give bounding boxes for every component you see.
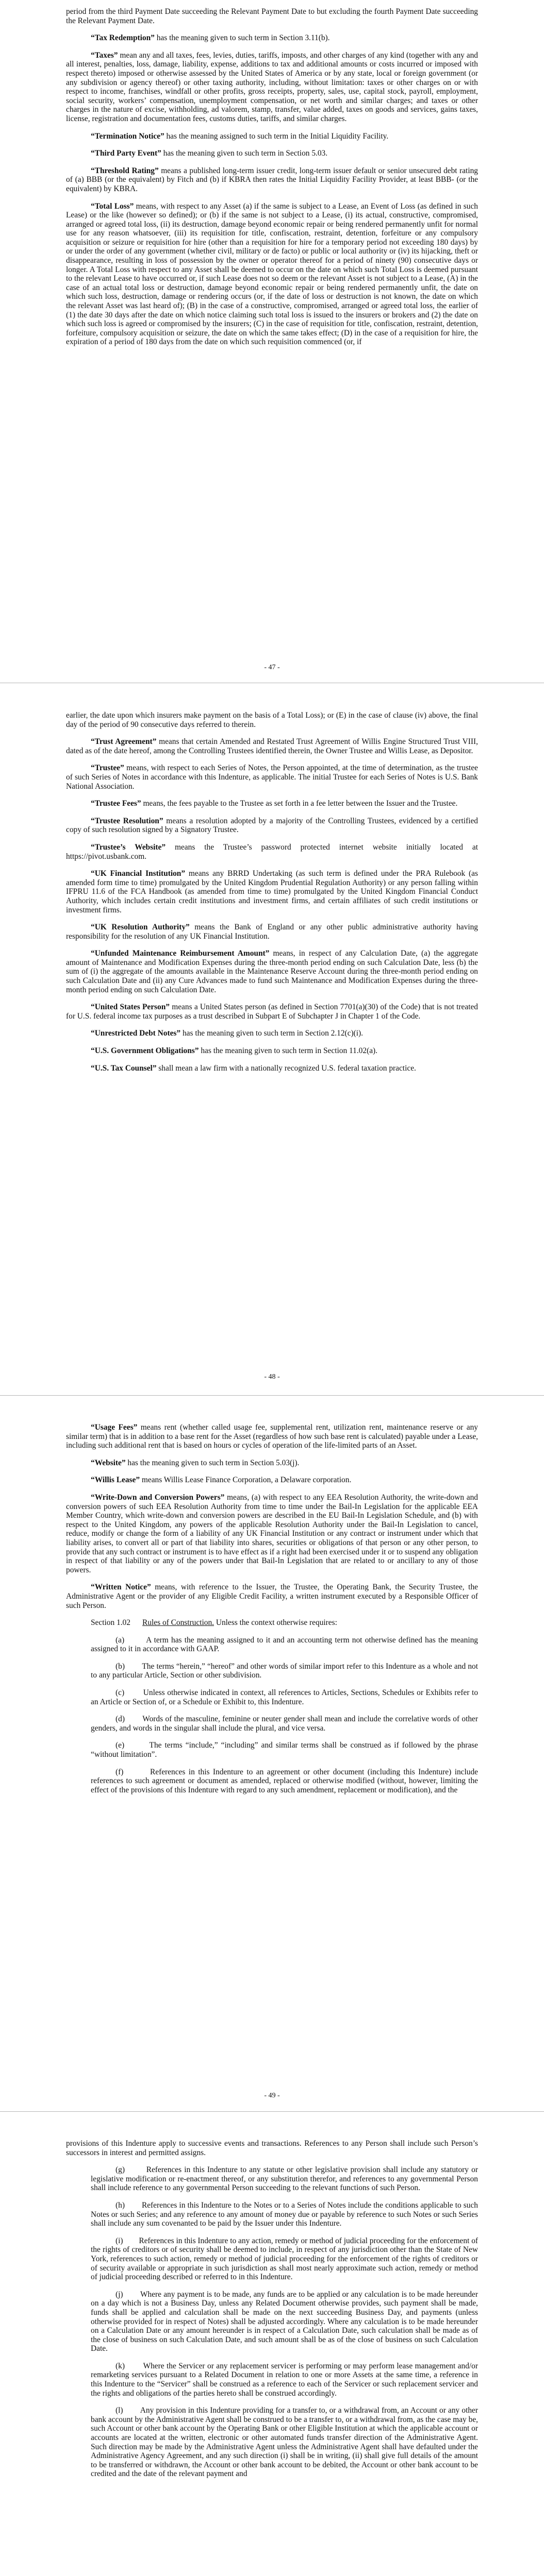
definition-unfunded-maintenance: “Unfunded Maintenance Reimbursement Amount” means, in respect of any Calculation Date, (a) the aggregate amount of Maintenance and Modification Expenses during the three-month period ending on such Calculation Date, less (b) the sum of (i) the aggregate of the amounts available in the Maintenance Reserve Account during the three-month period ending on such Calculation Date and (ii) any Cure Advances made to fund such Maintenance and Modification Expenses during the three-month period ending on such Calculation Date. [66, 949, 479, 994]
term: “UK Resolution Authority” [91, 923, 190, 932]
page-49 [0, 1402, 544, 2108]
definition-uk-financial-institution: “UK Financial Institution” means any BRRD Undertaking (as such term is defined under the PRA Rulebook (as amended form time to time) promulgated by the United Kingdom Prudential Regulation Authority) or any person falling within IFPRU 11.6 of the FCA Handbook (as amended from time to time) promulgated by the United Kingdom Financial Conduct Authority, which includes certain credit institutions and investment firms, and certain affiliates of such credit institutions or investment firms. [66, 869, 478, 914]
term: “Website” [91, 1458, 126, 1467]
rule-k: (k) Where the Servicer or any replacement servicer is performing or may perform lease management and/or remarketing services pursuant to a Related Document in relation to one or more Assets at the same time, a reference in this Indenture to the “Servicer” shall be construed as a reference to each of the Servicer or such replacement servicer and the rights and obligations of the parties hereto shall be construed accordingly. [91, 2361, 478, 2398]
page-50 [0, 2119, 544, 2576]
definition-willis-lease: “Willis Lease” means Willis Lease Finance Corporation, a Delaware corporation. [91, 1476, 352, 1485]
definition-usage-fees: “Usage Fees” means rent (whether called usage fee, supplemental rent, utilization rent, maintenance reserve or any similar term) that is in addition to a base rent for the Asset (regardless of how such base rent is calculated) payable under a Lease, including such additional rent that is based on hours or cycles of operation of the life-limited parts of an Asset. [66, 1423, 478, 1450]
rule-l: (l) Any provision in this Indenture providing for a transfer to, or a withdrawal from, an Account or any other bank account by the Administrative Agent shall be construed to be a transfer to, or a withdrawal from, as the case may be, such Account or other bank account by the Operating Bank or other Eligible Institution at which the applicable account or accounts are located at the written, electronic or other automated funds transfer direction of the Administrative Agent. Such direction may be made by the Administrative Agent unless the Administrative Agent shall have defaulted under the Administrative Agency Agreement, and any such direction (i) shall be in writing, (ii) shall give full details of the amount to be transferred or withdrawn, the Account or other bank account to be debited, the Account or other bank account to be credited and the date of the relevant payment and [91, 2406, 478, 2479]
definition-trustee: “Trustee” means, with respect to each Series of Notes, the Person appointed, at the time of determination, as the trustee of such Series of Notes in accordance with this Indenture, as applicable. The initial Trustee for each Series of Notes is U.S. Bank National Association. [66, 764, 478, 791]
term: “Total Loss” [91, 201, 134, 211]
definition-tax-redemption: “Tax Redemption” has the meaning given to such term in Section 3.11(b). [91, 33, 330, 43]
page-47-paragraph-1: period from the third Payment Date succeeding the Relevant Payment Date to but excluding the fourth Payment Date succeeding the Relevant Payment Date. [66, 7, 478, 25]
term: “Unfunded Maintenance Reimbursement Amount” [91, 949, 270, 958]
definition-website: “Website” has the meaning given to such term in Section 5.03(j). [91, 1458, 300, 1467]
term: “U.S. Government Obligations” [91, 1046, 199, 1056]
definition-written-notice: “Written Notice” means, with reference to the Issuer, the Trustee, the Operating Bank, the Security Trustee, the Administrative Agent or the provider of any Eligible Credit Facility, a written instrument executed by a Responsible Officer of such Person. [66, 1583, 478, 1610]
term: “Threshold Rating” [91, 166, 159, 175]
term: “Willis Lease” [91, 1476, 140, 1485]
term: “Third Party Event” [91, 149, 161, 158]
term: “Tax Redemption” [91, 33, 155, 43]
rule-b: (b) The terms “herein,” “hereof” and other words of similar import refer to this Indenture as a whole and not to any particular Article, Section or other subdivision. [91, 1662, 479, 1680]
definition-threshold-rating: “Threshold Rating” means a published long-term issuer credit, long-term issuer default or senior unsecured debt rating of (a) BBB (or the equivalent) by Fitch and (b) if KBRA then rates the Initial Liquidity Facility Provider, at least BBB- (or the equivalent) by KBRA. [66, 166, 478, 193]
term: “Write-Down and Conversion Powers” [91, 1493, 225, 1502]
definition-taxes: “Taxes” mean any and all taxes, fees, levies, duties, tariffs, imposts, and other charges of any kind (together with any and all interest, penalties, loss, damage, liability, expense, additions to tax and additional amounts or costs incurred or imposed with respect thereto) imposed or otherwise assessed by the United States of America or by any state, local or foreign government (or any subdivision or agency thereof) or other taxing authority, including, without limitation: taxes or other charges on or with respect to income, franchises, windfall or other profits, gross receipts, property, sales, use, capital stock, payroll, employment, social security, workers’ compensation, unemployment compensation, or net worth and similar charges; and taxes or other charges in the nature of excise, withholding, ad valorem, stamp, transfer, value added, taxes on goods and services, gains taxes, license, registration and documentation fees, customs duties, tariffs, and similar charges. [66, 50, 478, 123]
definition-trustee-resolution: “Trustee Resolution” means a resolution adopted by a majority of the Controlling Trustees, evidenced by a certified copy of such resolution signed by a Signatory Trustee. [66, 816, 479, 835]
term: “Written Notice” [91, 1583, 151, 1592]
rule-f: (f) References in this Indenture to an agreement or other document (including this Indenture) include references to such agreement or document as amended, replaced or otherwise modified (without, however, limiting the effect of the provisions of this Indenture with regard to any such amendment, replacement or modification), and the [91, 1767, 479, 1794]
page-47 [0, 0, 544, 679]
definition-us-tax-counsel: “U.S. Tax Counsel” shall mean a law firm with a nationally recognized U.S. federal taxation practice. [91, 1063, 416, 1073]
page-48 [0, 690, 544, 1391]
page-separator [0, 1395, 544, 1396]
page-number: - 47 - [264, 664, 280, 671]
definition-trustees-website: “Trustee’s Website” means the Trustee’s password protected internet website initially located at https://pivot.usbank.com. [66, 842, 478, 861]
definition-unrestricted-debt-notes: “Unrestricted Debt Notes” has the meaning given to such term in Section 2.12(c)(i). [91, 1029, 364, 1038]
term: “Trustee Resolution” [91, 816, 163, 825]
definition-total-loss: “Total Loss” means, with respect to any Asset (a) if the same is subject to a Lease, an Event of Loss (as defined in such Lease) or the like (however so defined); or (b) if the same is not subject to a Lease, (i) its actual, constructive, compromised, arranged or agreed total loss, (ii) its destruction, damage beyond economic repair or being rendered permanently unfit for normal use for any reason whatsoever, (iii) its requisition for title, confiscation, restraint, detention, forfeiture or any compulsory acquisition or seizure or requisition for hire (other than a requisition for hire for a temporary period not exceeding 180 days) by or under the order of any government (whether civil, military or de facto) or public or local authority or (iv) its hijacking, theft or disappearance, resulting in loss of possession by the owner or operator thereof for a period of ninety (90) consecutive days or longer. A Total Loss with respect to any Asset shall be deemed to occur on the date on which such Total Loss is deemed pursuant to the relevant Lease to have occurred or, if such Lease does not so deem or the relevant Asset is not subject to a Lease, (A) in the case of an actual total loss or destruction, damage beyond economic repair or being rendered permanently unfit, the date on which such loss, destruction, damage or rendering occurs (or, if the date of loss or destruction is not known, the date on which the relevant Asset was last heard of); (B) in the case of a constructive, compromised, arranged or agreed total loss, the earlier of (1) the date 30 days after the date on which notice claiming such total loss is issued to the insurers or brokers and (2) the date on which such loss is agreed or compromised by the insurers; (C) in the case of requisition for title, confiscation, restraint, detention, forfeiture, compulsory acquisition or seizure, the date on which the same takes effect; (D) in the case of a requisition for hire, the expiration of a period of 180 days from the date on which such requisition commenced (or, if [66, 201, 478, 347]
page-number: - 49 - [264, 2092, 280, 2099]
section-title: Rules of Construction. [142, 1618, 214, 1628]
term: “Unrestricted Debt Notes” [91, 1029, 181, 1038]
definition-united-states-person: “United States Person” means a United States person (as defined in Section 7701(a)(30) of the Code) that is not treated for U.S. federal income tax purposes as a trust described in Subpart E of Subchapter J in Chapter 1 of the Code. [66, 1003, 478, 1021]
page-separator [0, 2111, 544, 2112]
definition-trust-agreement: “Trust Agreement” means that certain Amended and Restated Trust Agreement of Willis Engine Structured Trust VIII, dated as of the date hereof, among the Controlling Trustees identified therein, the Owner Trustee and Willis Lease, as Depositor. [66, 737, 478, 755]
rule-g: (g) References in this Indenture to any statute or other legislative provision shall include any statutory or legislative modification or re-enactment thereof, or any substitution therefor, and references to any governmental Person shall include reference to any governmental Person succeeding to the relevant functions of such Person. [91, 2165, 478, 2193]
definition-termination-notice: “Termination Notice” has the meaning assigned to such term in the Initial Liquidity Facility. [91, 131, 389, 141]
term: “Trustee Fees” [91, 799, 141, 808]
term: “United States Person” [91, 1003, 170, 1012]
term: “Termination Notice” [91, 131, 164, 141]
rule-i: (i) References in this Indenture to any action, remedy or method of judicial proceeding for the enforcement of the rights of creditors or of security shall be deemed to include, in respect of any jurisdiction other than the State of New York, references to such action, remedy or method of judicial proceeding for the enforcement of the rights of creditors or of security available or appropriate in such jurisdiction as shall most nearly approximate such action, remedy or method of judicial proceeding described or referred to in this Indenture. [91, 2236, 479, 2282]
section-number: Section 1.02 [91, 1618, 130, 1628]
page-48-paragraph-1: earlier, the date upon which insurers make payment on the basis of a Total Loss); or (E) in the case of clause (iv) above, the final day of the period of 90 consecutive days referred to therein. [66, 711, 478, 729]
term: “UK Financial Institution” [91, 869, 186, 878]
term: “Trustee” [91, 764, 124, 773]
term: “U.S. Tax Counsel” [91, 1063, 157, 1073]
page-50-paragraph-1: provisions of this Indenture apply to successive events and transactions. References to any Person shall include such Person’s successors in interest and permitted assigns. [66, 2139, 478, 2157]
definition-us-government-obligations: “U.S. Government Obligations” has the meaning given to such term in Section 11.02(a). [91, 1046, 377, 1056]
definition-third-party-event: “Third Party Event” has the meaning given to such term in Section 5.03. [91, 149, 328, 158]
rule-h: (h) References in this Indenture to the Notes or to a Series of Notes include the conditions applicable to such Notes or such Series; and any reference to any amount of money due or payable by reference to such Notes or such Series shall include any sum covenanted to be paid by the Issuer under this Indenture. [91, 2200, 479, 2228]
page-number: - 48 - [264, 1373, 280, 1381]
rule-e: (e) The terms “include,” “including” and similar terms shall be construed as if followed by the phrase “without limitation”. [91, 1741, 478, 1759]
definition-uk-resolution-authority: “UK Resolution Authority” means the Bank of England or any other public administrative authority having responsibility for the resolution of any UK Financial Institution. [66, 923, 478, 941]
term: “Trust Agreement” [91, 737, 157, 747]
rule-d: (d) Words of the masculine, feminine or neuter gender shall mean and include the correlative words of other genders, and words in the singular shall include the plural, and vice versa. [91, 1715, 479, 1733]
rule-c: (c) Unless otherwise indicated in context, all references to Articles, Sections, Schedules or Exhibits refer to an Article or Section of, or a Schedule or Exhibit to, this Indenture. [91, 1688, 479, 1706]
term: “Taxes” [91, 50, 118, 60]
rule-j: (j) Where any payment is to be made, any funds are to be applied or any calculation is to be made hereunder on a day which is not a Business Day, unless any Related Document otherwise provides, such payment shall be made, funds shall be applied and calculation shall be made on the next succeeding Business Day, and payments (unless otherwise provided for in respect of Notes) shall be adjusted accordingly. Where any calculation is to be made hereunder on a Calculation Date or any amount hereunder is in respect of a Calculation Date, such calculation shall be made as of the close of business on such Calculation Date, and such amount shall be as of the close of business on such Calculation Date. [91, 2290, 478, 2353]
term: “Usage Fees” [91, 1423, 138, 1432]
section-1-02-heading: Section 1.02 Rules of Construction. Unless the context otherwise requires: [91, 1618, 337, 1628]
term: “Trustee’s Website” [91, 842, 166, 852]
definition-trustee-fees: “Trustee Fees” means, the fees payable to the Trustee as set forth in a fee letter between the Issuer and the Trustee. [91, 799, 458, 808]
rule-a: (a) A term has the meaning assigned to it and an accounting term not otherwise defined has the meaning assigned to it in accordance with GAAP. [91, 1635, 478, 1654]
definition-write-down-powers: “Write-Down and Conversion Powers” means, (a) with respect to any EEA Resolution Authority, the write-down and conversion powers of such EEA Resolution Authority from time to time under the Bail-In Legislation for the applicable EEA Member Country, which write-down and conversion powers are described in the EU Bail-In Legislation Schedule, and (b) with respect to the United Kingdom, any powers of the applicable Resolution Authority under the Bail-In Legislation to cancel, reduce, modify or change the form of a liability of any UK Financial Institution or any contract or instrument under which that liability arises, to convert all or part of that liability into shares, securities or obligations of that person or any other person, to provide that any such contract or instrument is to have effect as if a right had been exercised under it or to suspend any obligation in respect of that liability or any of the powers under that Bail-In Legislation that are related to or ancillary to any of those powers. [66, 1493, 478, 1574]
